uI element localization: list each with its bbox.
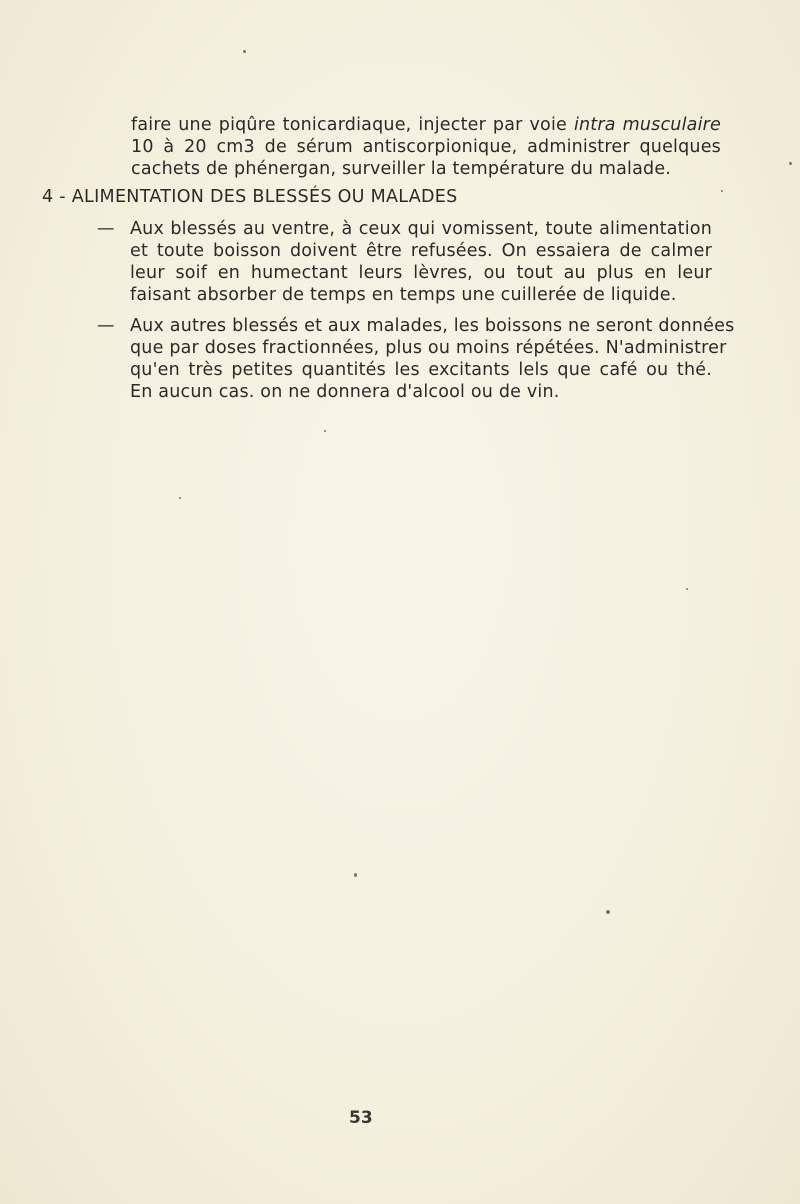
bullet-body (130, 315, 735, 403)
section-heading: 4 - ALIMENTATION DES BLESSÉS OU MALADES (42, 187, 458, 207)
paper-speck (789, 162, 792, 165)
bullet-dash: — (97, 316, 115, 336)
bullet-line: que par doses fractionnées, plus ou moins répétées. N'administrer (130, 338, 727, 358)
bullet-line: leur soif en humectant leurs lèvres, ou tout au plus en leur (130, 263, 712, 283)
intro-line (131, 114, 721, 136)
intro-paragraph (131, 114, 721, 180)
bullet-line: En aucun cas. on ne donnera d'alcool ou de vin. (130, 382, 560, 402)
bullet-line: Aux autres blessés et aux malades, les boissons ne seront données (130, 316, 735, 336)
bullet-line: qu'en très petites quantités les excitants lels que café ou thé. (130, 360, 712, 380)
intro-italic-text: intra musculaire (573, 115, 722, 135)
paper-speck (324, 430, 326, 432)
intro-line (131, 136, 721, 158)
intro-line (131, 158, 721, 180)
bullet-line: Aux blessés au ventre, à ceux qui vomissent, toute alimentation (130, 219, 712, 239)
paper-speck (686, 588, 688, 590)
intro-line-text: 10 à 20 cm3 de sérum antiscorpionique, administrer quelques (131, 137, 721, 157)
bullet-line: et toute boisson doivent être refusées. On essaiera de calmer (130, 241, 712, 261)
intro-line-text: cachets de phénergan, surveiller la température du malade. (131, 159, 672, 179)
intro-line-text: faire une piqûre tonicardiaque, injecter par voie (131, 115, 574, 135)
paper-speck (721, 190, 723, 192)
paper-speck (179, 497, 181, 499)
bullet-line: faisant absorber de temps en temps une cuillerée de liquide. (130, 285, 677, 305)
paper-speck (243, 50, 246, 53)
paper-speck (606, 910, 610, 914)
bullet-body (130, 218, 712, 306)
bullet-dash: — (97, 219, 115, 239)
paper-speck (354, 873, 357, 877)
page-number: 53 (349, 1108, 373, 1128)
